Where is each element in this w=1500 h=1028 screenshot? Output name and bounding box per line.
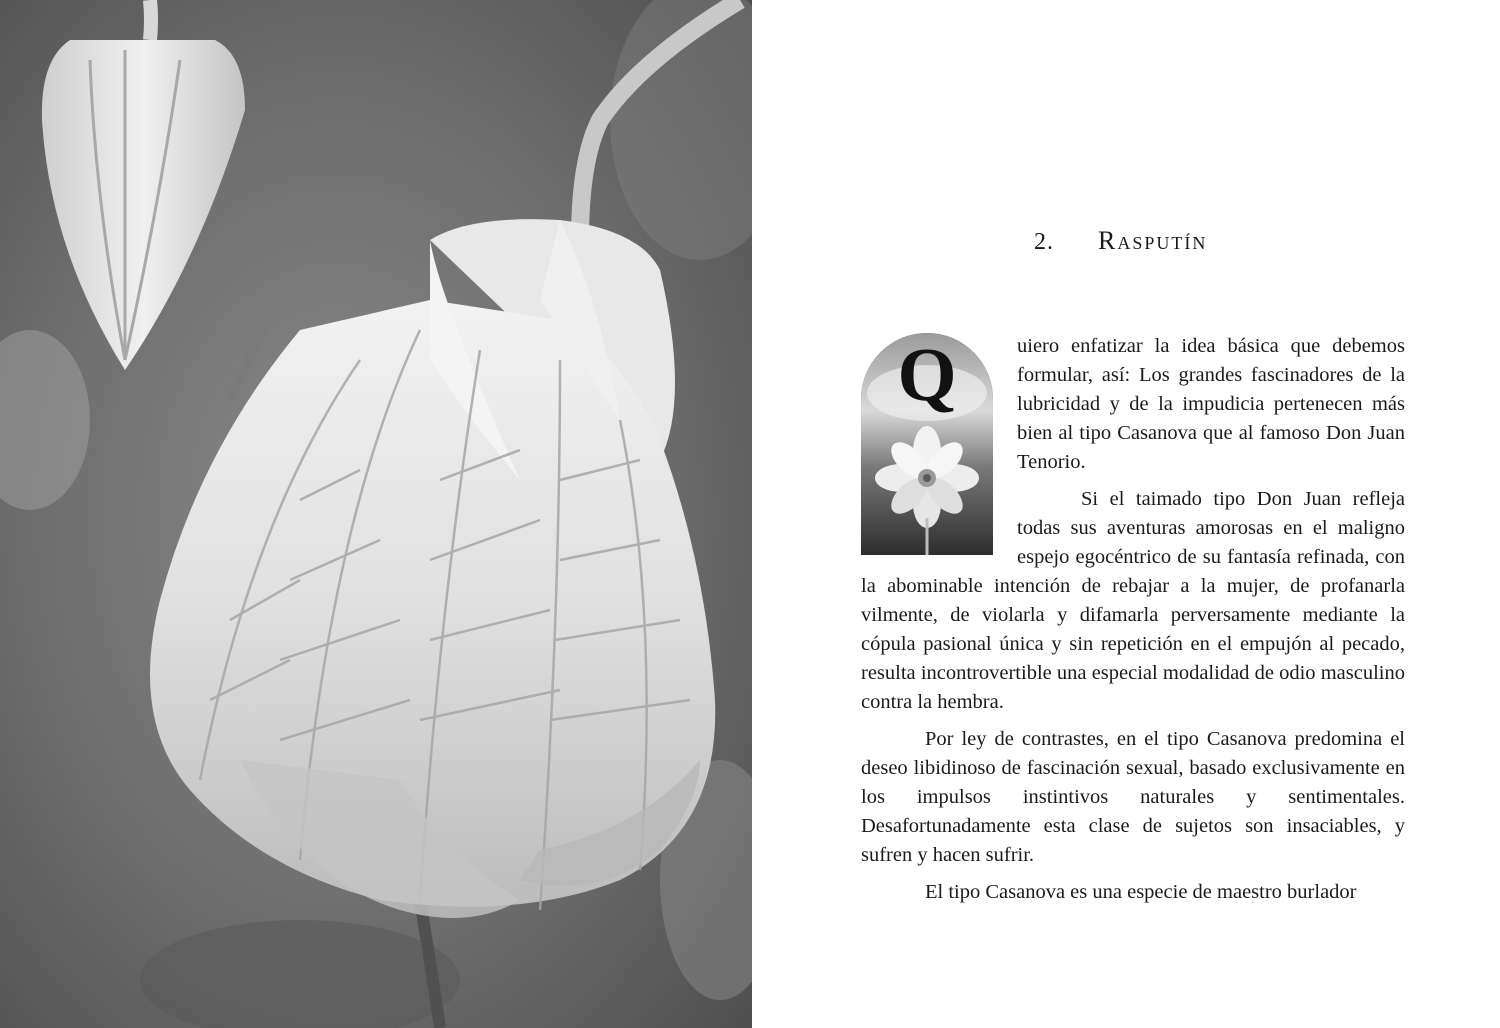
paragraph-1 xyxy=(861,332,1405,477)
drop-cap-spacer xyxy=(861,332,993,564)
paragraph-3: Por ley de contrastes, en el tipo Casanova predomina el deseo libidinoso de fascinación sexual, basado exclusivamente en los impulsos instintivos naturales y sentimentales. Desafortunadamente esta clase de sujetos son insaciables, y sufren y hacen sufrir. xyxy=(861,728,1405,866)
drop-cap-letter: Q xyxy=(897,333,957,417)
chapter-number: 2. xyxy=(1034,229,1054,255)
body-text xyxy=(861,332,1405,907)
text-page xyxy=(752,0,1500,1028)
paragraph-4: El tipo Casanova es una especie de maestro burlador xyxy=(925,881,1357,903)
paragraph-1-text: uiero enfatizar la idea básica que debemos formular, así: Los grandes fascinadores de la lubricidad y de la impudicia pertenecen más bien al tipo Casanova que al famoso Don Juan Tenorio. xyxy=(1017,335,1405,473)
chapter-title: Rasputín xyxy=(1098,226,1208,255)
paragraph-2: Si el taimado tipo Don Juan refleja todas sus aventuras amorosas en el maligno espejo egocéntrico de su fantasía refinada, con la abominable intención de rebajar a la mujer, de profanarla vilmente, de violarla y difamarla perversamente mediante la cópula pasional única y sin repetición en el empujón al pecado, resulta incontrovertible una especial modalidad de odio masculino contra la hembra. xyxy=(861,488,1405,713)
chapter-heading xyxy=(1034,226,1334,256)
